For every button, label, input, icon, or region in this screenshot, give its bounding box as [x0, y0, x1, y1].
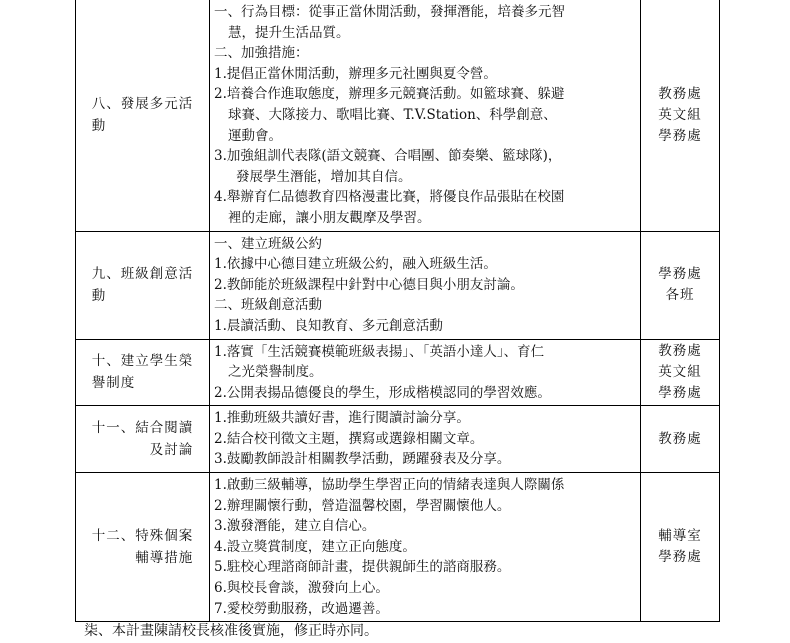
measure-line: 6.與校長會談，激發向上心。 [214, 580, 389, 597]
measures-cell [210, 406, 641, 473]
responsible-unit: 英文組 [658, 363, 702, 380]
measure-line: 3.激發潛能，建立自信心。 [214, 518, 376, 535]
measure-line: 裡的走廊，讓小朋友觀摩及學習。 [228, 209, 431, 226]
measure-line: 2.教師能於班級課程中針對中心德目與小朋友討論。 [214, 276, 524, 293]
table-row [76, 339, 720, 406]
category-label [92, 417, 194, 461]
category-line: 動 [91, 118, 107, 135]
measure-line: 球賽、大隊接力、歌唱比賽、T.V.Station、科學創意、 [228, 106, 557, 123]
responsible-unit-cell [641, 231, 720, 339]
category-line: 八、發展多元活 [91, 96, 194, 113]
measure-line: 一、建立班級公約 [214, 235, 322, 252]
measure-line: 1.推動班級共讀好書，進行閱讀討論分享。 [214, 410, 470, 427]
responsible-unit-cell [641, 0, 720, 231]
measures-cell [210, 473, 641, 622]
responsible-unit: 英文組 [658, 106, 702, 123]
responsible-unit: 學務處 [658, 266, 702, 283]
measure-line: 4.設立獎賞制度，建立正向態度。 [214, 538, 416, 555]
measures-cell [210, 0, 641, 231]
responsible-unit: 學務處 [658, 127, 702, 144]
responsible-unit: 學務處 [658, 384, 702, 401]
category-label [92, 263, 194, 307]
category-cell [76, 0, 210, 231]
measure-line: 二、加強措施： [214, 45, 309, 62]
measures-cell [210, 231, 641, 339]
measure-line: 1.落實「生活競賽模範班級表揚」、「英語小達人」、育仁 [214, 343, 545, 360]
responsible-unit: 學務處 [658, 549, 702, 566]
table-row [76, 406, 720, 473]
category-line: 十二、特殊個案 [91, 528, 194, 545]
measure-line: 一、行為目標：從事正當休閒活動，發揮潛能，培養多元智 [214, 4, 565, 20]
responsible-unit: 教務處 [658, 430, 702, 447]
category-label [92, 525, 194, 569]
category-line: 動 [91, 288, 107, 305]
category-line: 九、班級創意活 [91, 266, 194, 283]
category-line: 輔導措施 [135, 550, 194, 567]
responsible-unit-cell [641, 339, 720, 406]
footer-note: 柒、本計畫陳請校長核准後實施，修正時亦同。 [84, 623, 378, 639]
table-row [76, 473, 720, 622]
table-row [76, 0, 720, 231]
measure-line: 1.依據中心德目建立班級公約，融入班級生活。 [214, 256, 497, 273]
category-label [92, 93, 194, 137]
measure-line: 慧，提升生活品質。 [228, 24, 350, 41]
measure-line: 1.提倡正當休閒活動，辦理多元社團與夏令營。 [214, 65, 497, 82]
measure-line: 1.晨讀活動、良知教育、多元創意活動 [214, 317, 443, 334]
measure-line: 4.舉辦育仁品德教育四格漫畫比賽，將優良作品張貼在校園 [214, 189, 565, 206]
measure-line: 3.鼓勵教師設計相關教學活動，踴躍發表及分享。 [214, 451, 511, 468]
measures-cell [210, 339, 641, 406]
responsible-unit: 教務處 [658, 85, 702, 102]
measure-line: 2.培養合作進取態度，辦理多元競賽活動。如籃球賽、躲避 [214, 86, 565, 103]
category-line: 十一、結合閱讀 [91, 420, 194, 437]
measure-line: 7.愛校勞動服務，改過遷善。 [214, 600, 389, 617]
category-cell [76, 231, 210, 339]
measure-line: 2.辦理關懷行動，營造溫馨校園，學習關懷他人。 [214, 497, 511, 514]
measure-line: 二、班級創意活動 [214, 297, 322, 314]
responsible-unit: 教務處 [658, 342, 702, 359]
measure-line: 5.駐校心理諮商師計畫，提供親師生的諮商服務。 [214, 559, 511, 576]
plan-table [75, 0, 720, 622]
measure-line: 3.加強組訓代表隊(語文競賽、合唱團、節奏樂、籃球隊)， [214, 148, 562, 165]
category-line: 譽制度 [91, 375, 136, 392]
category-cell [76, 339, 210, 406]
measure-line: 2.結合校刊徵文主題，撰寫或選錄相關文章。 [214, 430, 484, 447]
category-label [92, 350, 194, 394]
responsible-unit: 各班 [665, 287, 695, 304]
category-cell [76, 473, 210, 622]
measure-line: 發展學生潛能，增加其自信。 [236, 168, 412, 185]
measure-line: 運動會。 [228, 127, 282, 144]
category-line: 及討論 [149, 442, 194, 459]
measure-line: 1.啟動三級輔導，協助學生學習正向的情緒表達與人際關係 [214, 477, 565, 494]
category-cell [76, 406, 210, 473]
measure-line: 之光榮譽制度。 [228, 364, 323, 381]
table-row [76, 231, 720, 339]
responsible-unit-cell [641, 406, 720, 473]
responsible-unit-cell [641, 473, 720, 622]
measure-line: 2.公開表揚品德優良的學生，形成楷模認同的學習效應。 [214, 384, 551, 401]
responsible-unit: 輔導室 [658, 528, 702, 545]
plan-table-body [76, 0, 720, 622]
category-line: 十、建立學生榮 [91, 353, 194, 370]
